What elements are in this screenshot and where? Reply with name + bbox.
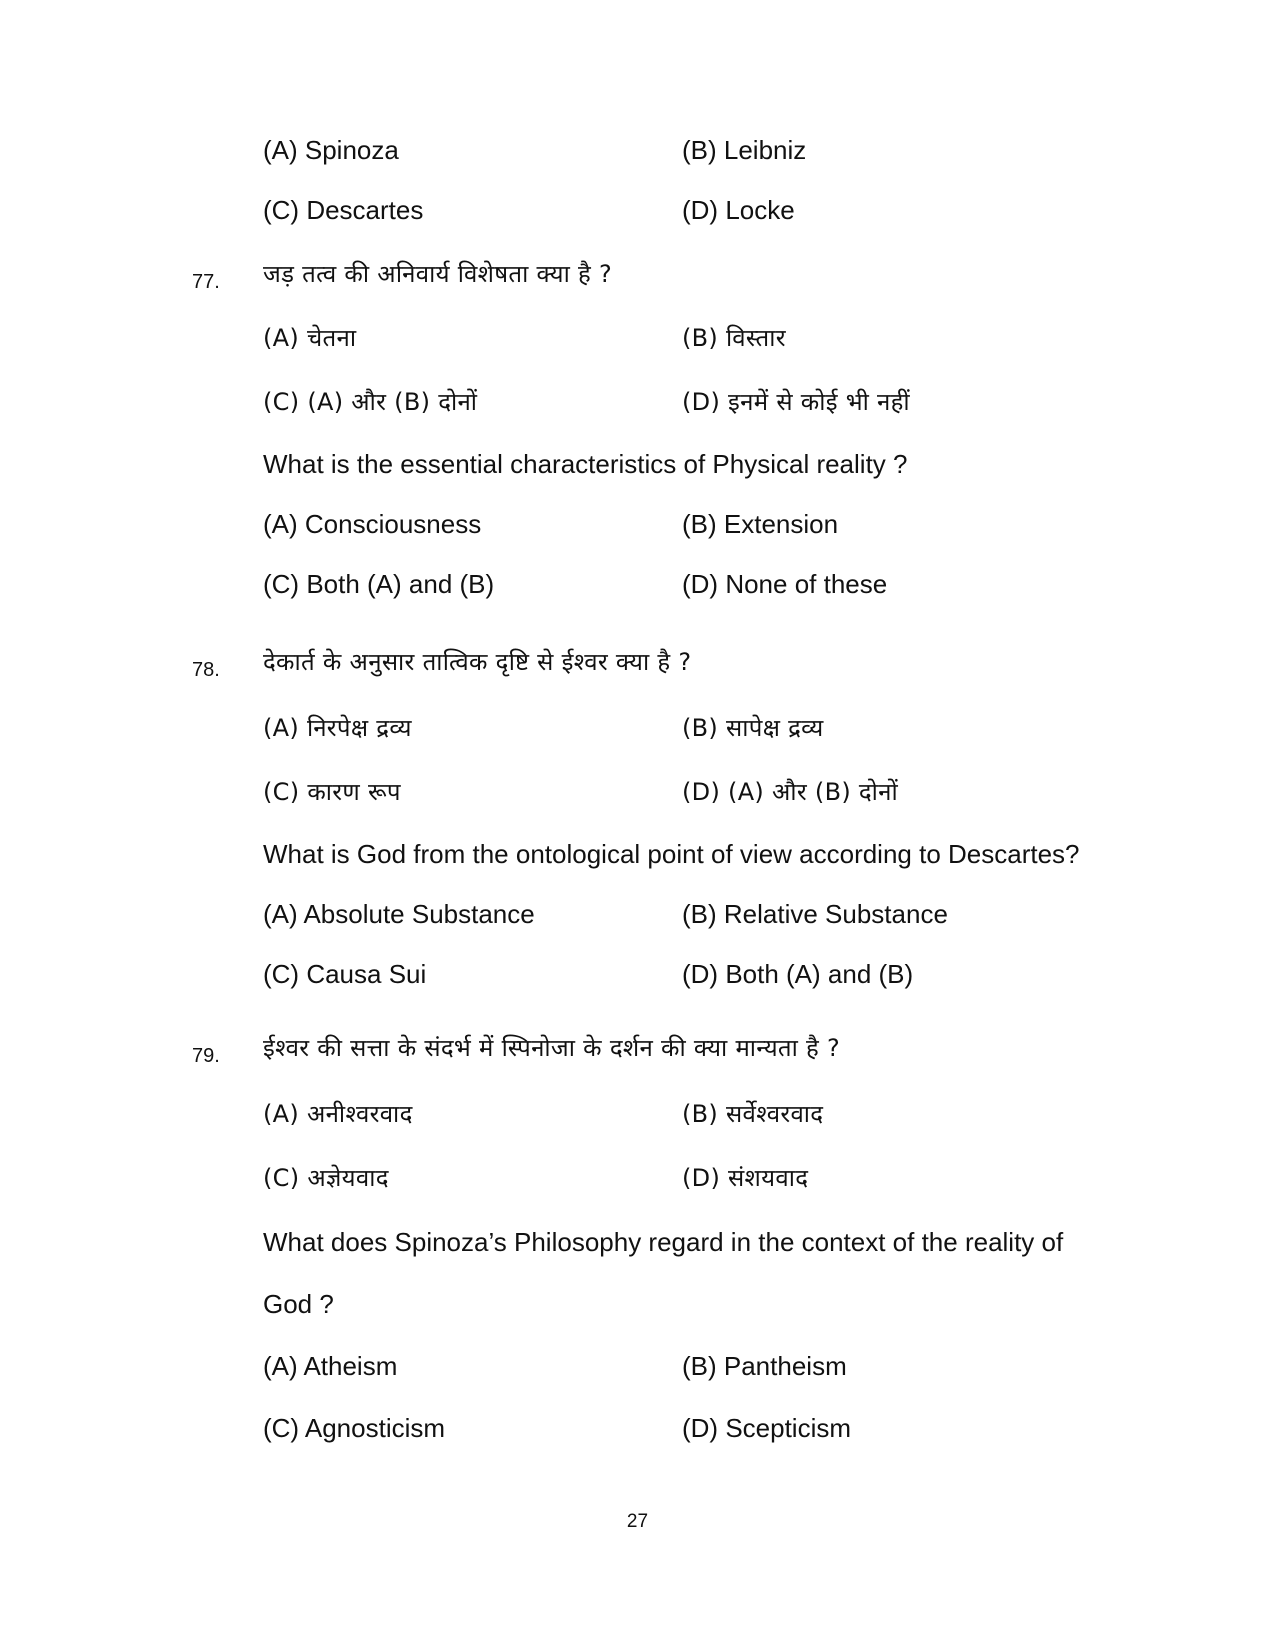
q79-option-c-hindi: (C) अज्ञेयवाद [263,1164,389,1192]
q78-option-c-hindi: (C) कारण रूप [263,778,401,806]
q79-option-d: (D) Scepticism [682,1413,852,1443]
q79-option-b-hindi: (B) सर्वेश्वरवाद [682,1100,824,1128]
q79-question-hindi: ईश्वर की सत्ता के संदर्भ में स्पिनोजा के दर्शन की क्या मान्यता है ? [263,1034,841,1062]
question-number-77: 77. [192,271,220,293]
q78-option-a-hindi: (A) निरपेक्ष द्रव्य [263,714,412,742]
q78-option-a: (A) Absolute Substance [263,899,535,929]
q77-option-b-hindi: (B) विस्तार [682,324,786,352]
q77-option-b: (B) Extension [682,509,839,539]
q77-option-c-hindi: (C) (A) और (B) दोनों [263,388,478,416]
q77-option-a: (A) Consciousness [263,509,482,539]
q78-option-b: (B) Relative Substance [682,899,948,929]
q79-option-d-hindi: (D) संशयवाद [682,1164,809,1192]
prev-option-c: (C) Descartes [263,195,424,225]
question-number-79: 79. [192,1045,220,1067]
q78-option-d: (D) Both (A) and (B) [682,959,914,989]
q79-option-b: (B) Pantheism [682,1351,847,1381]
q77-question-english: What is the essential characteristics of Physical reality ? [263,449,908,479]
q79-option-a: (A) Atheism [263,1351,398,1381]
q77-option-a-hindi: (A) चेतना [263,324,357,352]
q79-option-a-hindi: (A) अनीश्वरवाद [263,1100,413,1128]
page-number: 27 [626,1511,649,1532]
q78-option-c: (C) Causa Sui [263,959,427,989]
question-number-78: 78. [192,659,220,681]
q77-option-d-hindi: (D) इनमें से कोई भी नहीं [682,388,910,416]
q78-option-b-hindi: (B) सापेक्ष द्रव्य [682,714,824,742]
q79-option-c: (C) Agnosticism [263,1413,446,1443]
prev-option-a: (A) Spinoza [263,135,399,165]
q79-question-english-line1: What does Spinoza’s Philosophy regard in the context of the reality of [263,1227,1064,1257]
q77-option-d: (D) None of these [682,569,888,599]
prev-option-d: (D) Locke [682,195,795,225]
q77-question-hindi: जड़ तत्व की अनिवार्य विशेषता क्या है ? [263,260,613,288]
q78-question-hindi: देकार्त के अनुसार तात्विक दृष्टि से ईश्वर क्या है ? [263,648,692,676]
q78-option-d-hindi: (D) (A) और (B) दोनों [682,778,899,806]
q78-question-english: What is God from the ontological point of view according to Descartes? [263,839,1080,869]
q79-question-english-line2: God ? [263,1289,334,1319]
prev-option-b: (B) Leibniz [682,135,807,165]
q77-option-c: (C) Both (A) and (B) [263,569,495,599]
